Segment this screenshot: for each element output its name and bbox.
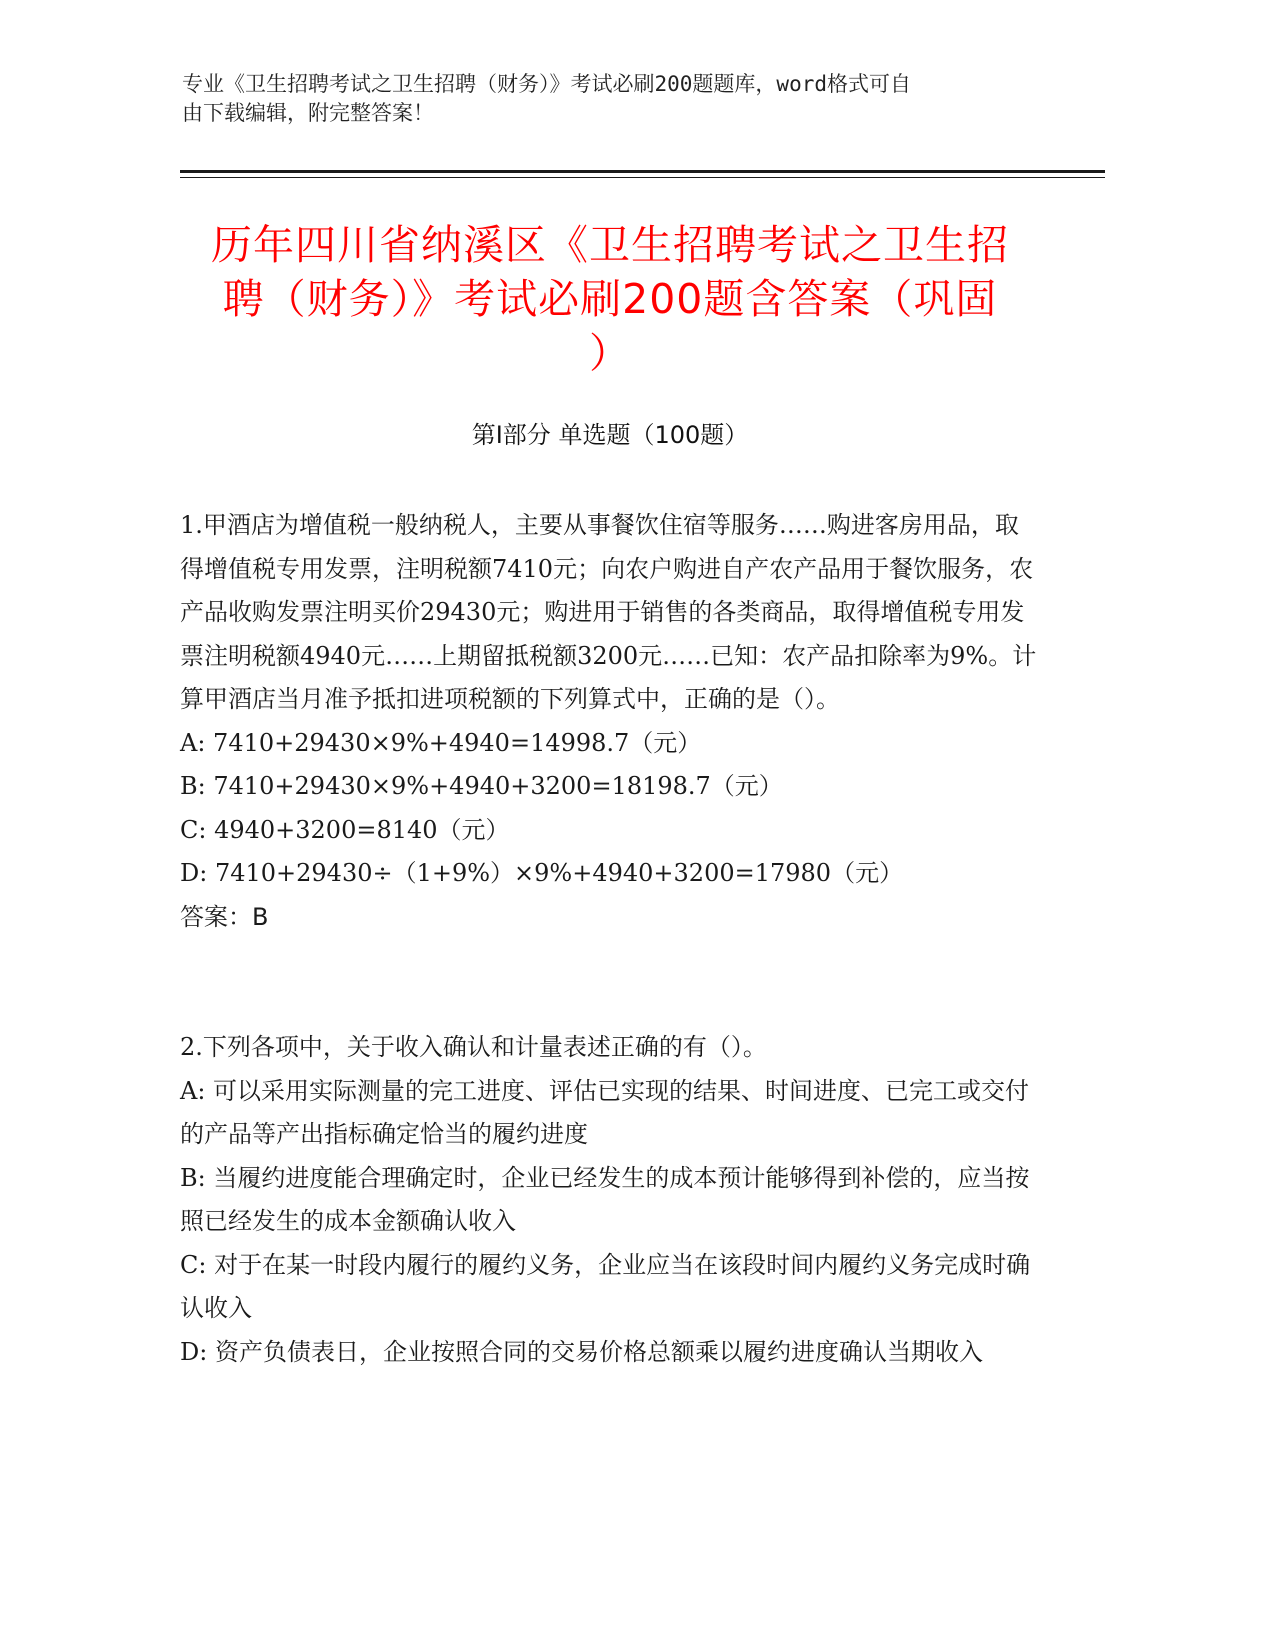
- document-title: [180, 218, 1040, 380]
- header-note-line-2: 由下载编辑，附完整答案！: [182, 101, 434, 125]
- header-rule-thin: [180, 177, 1105, 178]
- header-note-line-1: 专业《卫生招聘考试之卫生招聘（财务）》考试必刷200题题库，word格式可自: [182, 72, 911, 96]
- option-c: C: 对于在某一时段内履行的履约义务，企业应当在该段时间内履约义务完成时确认收入: [180, 1250, 1031, 1322]
- document-title-line-2: 聘（财务）》考试必刷200题含答案（巩固: [222, 275, 998, 323]
- document-title-line-3: ）: [589, 329, 631, 377]
- question-stem: 1.甲酒店为增值税一般纳税人，主要从事餐饮住宿等服务……购进客房用品，取得增值税专用发票，注明税额7410元；向农户购进自产农产品用于餐饮服务，农产品收购发票注明买价29430元；购进用于销售的各类商品，取得增值税专用发票注明税额4940元……上期留抵税额3200元……已知：农产品扣除率为9%。计算甲酒店当月准予抵扣进项税额的下列算式中，正确的是（）。: [180, 511, 1037, 713]
- question-stem: 2.下列各项中，关于收入确认和计量表述正确的有（）。: [180, 1033, 767, 1061]
- section-title: 第I部分 单选题（100题）: [471, 421, 749, 449]
- document-title-line-1: 历年四川省纳溪区《卫生招聘考试之卫生招: [211, 221, 1009, 269]
- option-a: A: 可以采用实际测量的完工进度、评估已实现的结果、时间进度、已完工或交付的产品等产出指标确定恰当的履约进度: [180, 1076, 1030, 1148]
- option-d: D: 7410+29430÷（1+9%）×9%+4940+3200=17980（元）: [180, 859, 904, 887]
- option-a: A: 7410+29430×9%+4940=14998.7（元）: [180, 728, 702, 757]
- option-b: B: 7410+29430×9%+4940+3200=18198.7（元）: [180, 772, 783, 800]
- option-b: B: 当履约进度能合理确定时，企业已经发生的成本预计能够得到补偿的，应当按照已经发生的成本金额确认收入: [180, 1163, 1030, 1235]
- question-1: [180, 504, 1040, 939]
- header-rule-thick: [180, 170, 1105, 173]
- header-note: [182, 70, 1032, 128]
- question-2: [180, 1026, 1040, 1374]
- option-d: D: 资产负债表日，企业按照合同的交易价格总额乘以履约进度确认当期收入: [180, 1337, 983, 1366]
- answer: 答案：B: [180, 902, 269, 931]
- option-c: C: 4940+3200=8140（元）: [180, 815, 510, 844]
